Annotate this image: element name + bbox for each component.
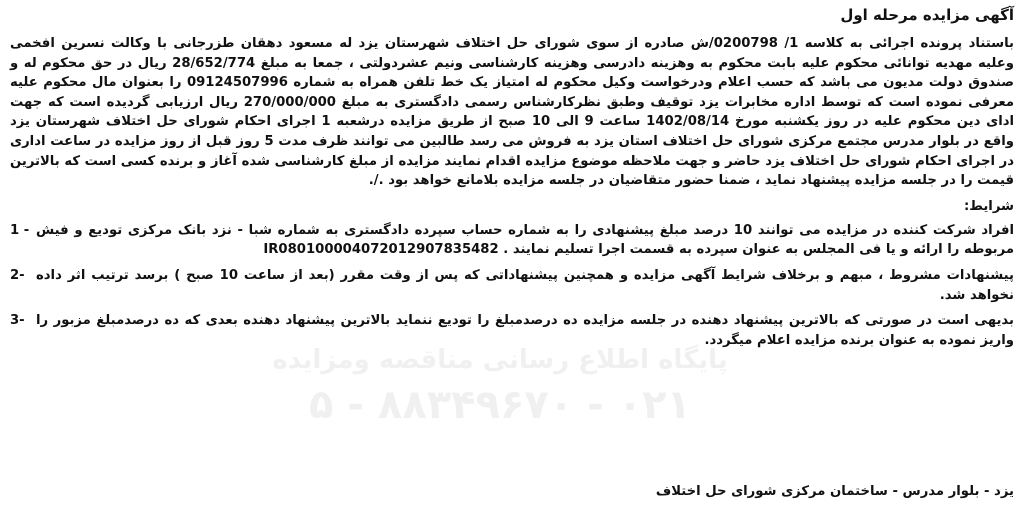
auction-notice: [10, 4, 1014, 518]
watermark-text: پایگاه اطلاع رسانی مناقصه ومزایده: [272, 345, 728, 375]
notice-body: باستناد پرونده اجرائی به کلاسه 1/ 0200798/ش صادره از سوی شورای حل اختلاف شهرستان یزد له مسعود دهقان طزرجانی با وکالت نسرین افخمی وعلیه مهدیه توانائی محکوم علیه بابت محکوم به وهزینه دادرسی وهزینه کارشناسی ونیم عشردولتی ، جمعا به مبلغ 28/652/774 ریال در حق محکوم له و صندوق دولت مدیون می باشد که حسب اعلام ودرخواست وکیل محکوم له امتیاز یک خط تلفن همراه به شماره 09124507996 را بعنوان مال محکوم علیه معرفی نموده است که توسط اداره مخابرات یزد توقیف وطبق نظرکارشناس رسمی دادگستری به مبلغ 270/000/000 ریال ارزیابی گردیده است که جهت ادای دین محکوم علیه در روز یکشنبه مورخ 1402/08/14 ساعت 9 الی 10 صبح از طریق مزایده درشعبه 1 اجرای احکام شورای حل اختلاف شهرستان یزد واقع در بلوار مدرس مجتمع مرکزی شورای حل اختلاف استان یزد به فروش می رسد طالبین می توانند ظرف مدت 5 روز قبل از روز مزایده در ساعت اداری در اجرای احکام شورای حل اختلاف یزد حاضر و جهت ملاحظه موضوع مزایده اقدام نمایند مزایده از مبلغ کارشناسی شده آغاز و برنده کسی است که بالاترین قیمت را در جلسه مزایده پیشنهاد نماید ، ضمنا حضور متقاضیان در جلسه مزایده بلامانع خواهد بود ./.: [10, 36, 1015, 189]
conditions-heading: شرایط:: [963, 198, 1014, 214]
notice-address: یزد - بلوار مدرس - ساختمان مرکزی شورای حل اختلاف: [655, 484, 1014, 499]
condition-number: 3-: [10, 313, 25, 329]
condition-3-text: بدیهی است در صورتی که بالاترین پیشنهاد دهنده در جلسه مزایده ده درصدمبلغ را تودیع ننماید بالاترین پیشنهاد دهنده بعدی که ده درصدمبلغ مزبور را واریز نموده به عنوان برنده مزایده اعلام میگردد.: [36, 313, 1014, 348]
condition-1-text: افراد شرکت کننده در مزایده می توانند 10 درصد مبلغ پیشنهادی را به شماره حساب سپرده دادگستری به شماره شبا - نزد بانک مرکزی تودیع و فیش مربوطه را ارائه و یا فی المجلس به عنوان سپرده به قسمت اجرا تسلیم نمایند .: [36, 222, 1014, 258]
condition-item-2: [10, 266, 1014, 305]
condition-number: 1 -: [10, 222, 30, 238]
condition-item-3: [10, 311, 1014, 350]
condition-item-1: [10, 221, 1014, 260]
sheba-account-number: IR080100004072012907835482: [263, 242, 499, 258]
notice-title: آگهی مزایده مرحله اول: [840, 6, 1014, 24]
condition-number: 2-: [10, 267, 25, 283]
condition-2-text: پیشنهادات مشروط ، مبهم و برخلاف شرایط آگهی مزایده و همچنین پیشنهاداتی که پس از وقت مقرر (بعد از ساعت 10 صبح ) برسد ترتیب اثر داده نخواهد شد.: [36, 267, 1014, 303]
condition-text: [36, 221, 1014, 260]
watermark-digits: ۰۲۱ - ۸۸۳۴۹۶۷۰ - ۵: [309, 382, 691, 428]
